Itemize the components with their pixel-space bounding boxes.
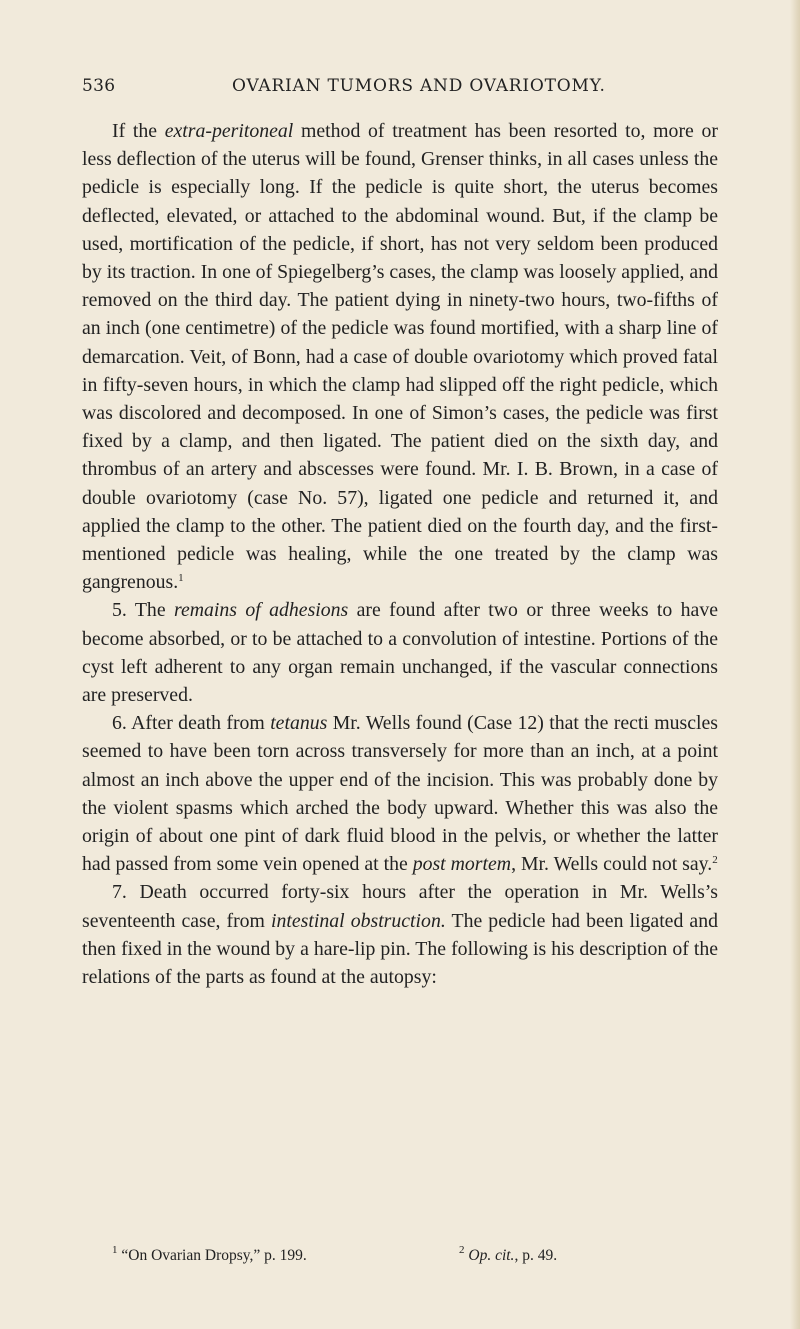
emphasis: post mortem: [412, 853, 512, 876]
emphasis: remains of adhesions: [173, 599, 349, 622]
footnote-2: $^2$ Op. cit., p. 49.: [459, 1244, 558, 1264]
running-header: [82, 76, 692, 100]
body-text: [82, 117, 718, 991]
emphasis: intestinal obstruction.: [271, 909, 446, 932]
page-number: 536: [82, 76, 116, 96]
footnote-ref-1: 1: [178, 572, 184, 585]
page-edge-shadow: [790, 0, 800, 1329]
paragraph-obstruction: 7. Death occurred forty-six hours after the operation in Mr. Wells’s seventeenth case, from intestinal obstruction. The pedicle had been ligated and then fixed in the wound by a hare-lip pin. The following is his description of the relations of the parts as found at the autopsy:: [82, 881, 718, 989]
paragraph-extra-peritoneal: If the extra-peritoneal method of treatment has been resorted to, more or less deflection of the uterus will be found, Grenser thinks, in all cases unless the pedicle is especially long. If the pedicle is quite short, the uterus becomes deflected, elevated, or attached to the abdominal wound. But, if the clamp be used, mortification of the pedicle, if short, has not very seldom been produced by its traction. In one of Spiegelberg’s cases, the clamp was loosely applied, and removed on the third day. The patient dying in ninety-two hours, two-fifths of an inch (one centimetre) of the pedicle was found mortified, with a sharp line of demarcation. Veit, of Bonn, had a case of double ovariotomy which proved fatal in fifty-seven hours, in which the clamp had slipped off the right pedicle, which was discolored and decomposed. In one of Simon’s cases, the pedicle was first fixed by a clamp, and then ligated. The patient died on the sixth day, and thrombus of an artery and abscesses were found. Mr. I. B. Brown, in a case of double ovariotomy (case No. 57), ligated one pedicle and returned it, and applied the clamp to the other. The patient died on the fourth day, and the first-mentioned pedicle was healing, while the one treated by the clamp was gangrenous.$^1$: [82, 120, 718, 594]
footnotes: [82, 1244, 718, 1271]
footnote-1: $^1$ “On Ovarian Dropsy,” p. 199.: [112, 1244, 307, 1264]
paragraph-tetanus: 6. After death from tetanus Mr. Wells found (Case 12) that the recti muscles seemed to have been torn across transversely for more than an inch, at a point almost an inch above the upper end of the incision. This was probably done by the violent spasms which arched the body upward. Whether this was also the origin of about one pint of dark fluid blood in the pelvis, or whether the latter had passed from some vein opened at the post mortem, Mr. Wells could not say.$^2$: [82, 712, 718, 876]
running-title: OVARIAN TUMORS AND OVARIOTOMY.: [232, 76, 606, 96]
footnote-ref-2: 2: [712, 854, 718, 867]
emphasis: extra-peritoneal: [164, 120, 294, 142]
paragraph-adhesions: 5. The remains of adhesions are found after two or three weeks to have become absorbed, or to be attached to a convolution of intestine. Portions of the cyst left adherent to any organ remain unchanged, if the vascular connections are preserved.: [82, 599, 718, 707]
emphasis: tetanus: [270, 712, 328, 735]
